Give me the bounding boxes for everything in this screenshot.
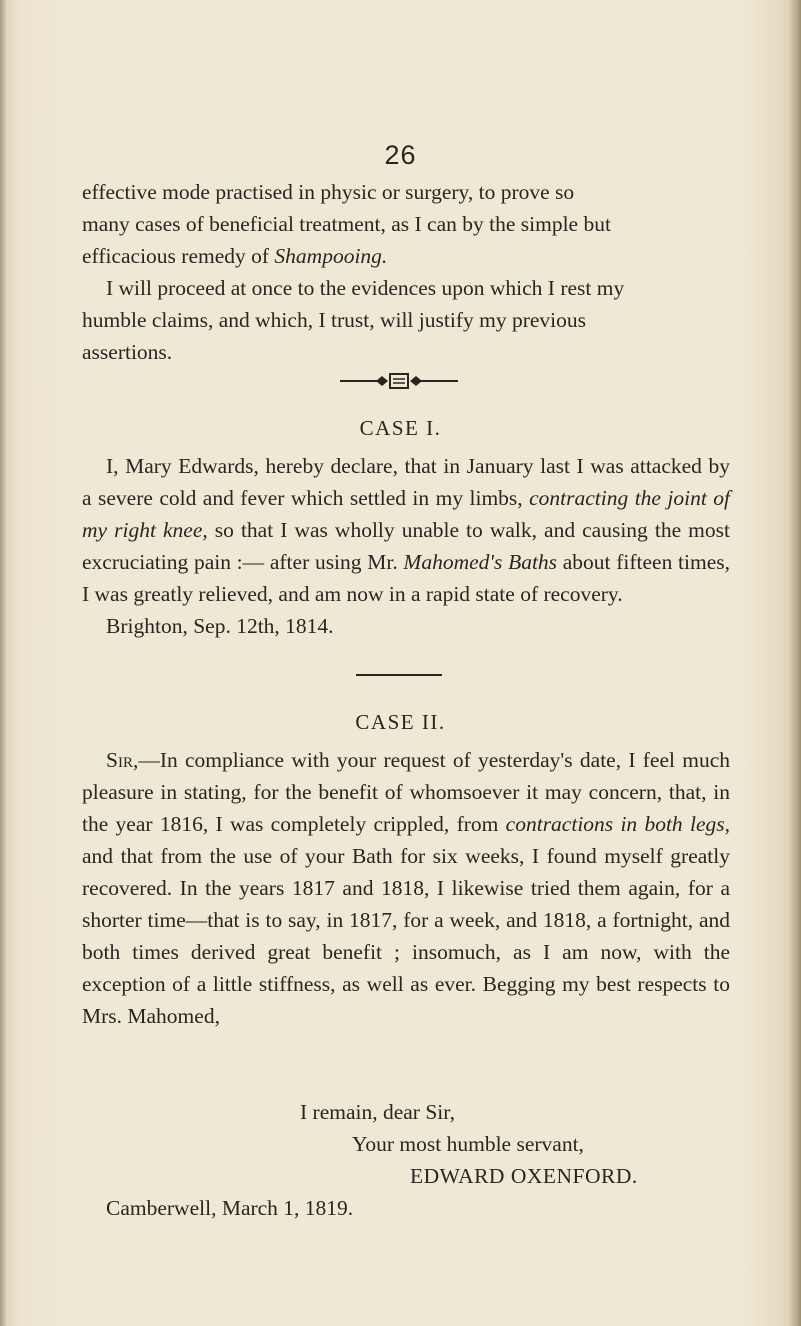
ornament-divider — [340, 373, 458, 389]
shampooing-emphasis: Shampooing. — [274, 244, 388, 268]
intro-line: many cases of beneficial treatment, as I can by the simple but — [82, 212, 611, 236]
salutation: Sir, — [106, 748, 139, 772]
intro-line: efficacious remedy of Shampooing. — [82, 244, 388, 268]
intro-line: assertions. — [82, 340, 173, 364]
case-2-emphasis: contractions in both legs, — [505, 812, 730, 836]
case-2-dateline: Camberwell, March 1, 1819. — [106, 1196, 354, 1220]
case-2-paragraph: Sir,—In compliance with your request of yesterday's date, I feel much pleasure in stating, for the benefit of whomsoever it may concern, that, in the year 1816, I was completely crippled, from contractions in both legs, and that from the use of your Bath for six weeks, I found myself greatly recovered. In the years 1817 and 1818, I likewise tried them again, for a shorter time—that is to say, in 1817, for a week, and 1818, a fortnight, and both times derived great benefit ; insomuch, as I am now, with the exception of a little stiffness, as well as ever. Begging my best respects to Mrs. Mahomed, — [82, 748, 730, 1028]
closing-line: I remain, dear Sir, — [300, 1100, 455, 1124]
case-1-paragraph: I, Mary Edwards, hereby declare, that in January last I was attacked by a severe cold and fever which settled in my limbs, contracting the joint of my right knee, so that I was wholly unable to walk, and causing the most excruciating pain :— after using Mr. Mahomed's Baths about fifteen times, I was greatly relieved, and am now in a rapid state of recovery. — [82, 454, 730, 606]
case-1-body — [82, 450, 730, 642]
page-edge — [787, 0, 801, 1326]
case-1-dateline: Brighton, Sep. 12th, 1814. — [106, 614, 334, 638]
closing-line: Your most humble servant, — [352, 1132, 584, 1156]
intro-line: effective mode practised in physic or surgery, to prove so — [82, 180, 575, 204]
signature: EDWARD OXENFORD. — [410, 1164, 638, 1188]
case-1-heading: CASE I. — [359, 416, 442, 440]
case-2-body — [82, 744, 730, 1032]
section-rule — [356, 674, 442, 676]
case-1-emphasis: contracting the joint of my right knee, — [82, 486, 730, 542]
intro-line: I will proceed at once to the evidences upon which I rest my — [106, 276, 625, 300]
page-gutter — [0, 0, 6, 1326]
intro-line: humble claims, and which, I trust, will justify my previous — [82, 308, 586, 332]
case-1-emphasis: Mahomed's Baths — [403, 550, 558, 574]
case-2-heading: CASE II. — [355, 710, 446, 734]
intro-paragraph — [82, 176, 730, 368]
page-number: 26 — [384, 140, 417, 170]
